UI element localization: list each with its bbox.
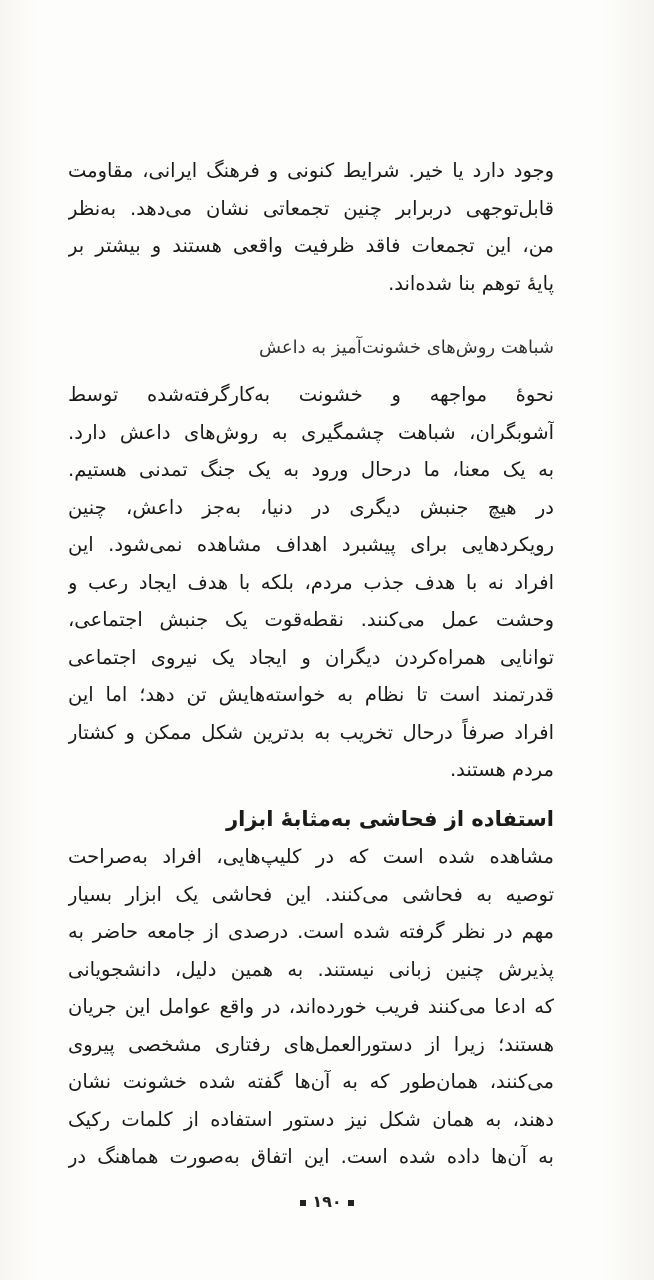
text-line: توانایی همراه‌کردن دیگران و ایجاد یک نیروی اجتماعی xyxy=(68,645,554,669)
page-number-dot-left xyxy=(300,1200,306,1206)
subheading-text: شباهت روش‌های خشونت‌آمیز به داعش xyxy=(258,337,554,358)
text-line: دهند، به همان شکل نیز دستور استفاده از کلمات رکیک xyxy=(68,1107,554,1131)
text-line: قدرتمند است تا نظام به خواسته‌هایش تن دهد؛ اما این xyxy=(68,683,554,706)
section-heading xyxy=(68,800,554,838)
text-line: پذیرش چنین زبانی نیستند. به همین دلیل، دانشجویانی xyxy=(68,957,554,981)
page-number-dot-right xyxy=(348,1200,354,1206)
section-heading-text: استفاده از فحاشی به‌مثابهٔ ابزار xyxy=(226,807,554,831)
text-line: که ادعا می‌کنند فریب خورده‌اند، در واقع عوامل این جریان xyxy=(68,995,554,1018)
text-line: مردم هستند. xyxy=(449,758,554,781)
text-line: من، این تجمعات فاقد ظرفیت واقعی هستند و بیشتر بر xyxy=(68,234,554,257)
text-line: وجود دارد یا خیر. شرایط کنونی و فرهنگ ایرانی، مقاومت xyxy=(68,159,554,182)
text-line: افراد نه با هدف جذب مردم، بلکه با هدف ایجاد رعب و xyxy=(68,570,554,594)
paragraph-1 xyxy=(68,152,554,302)
text-line: وحشت عمل می‌کنند. نقطه‌قوت یک جنبش اجتماعی، xyxy=(68,608,554,631)
text-line: به آن‌ها داده شده است. این اتفاق به‌صورت هماهنگ در xyxy=(68,1145,554,1168)
paragraph-3 xyxy=(68,838,554,1176)
text-line: توصیه به فحاشی می‌کنند. این فحاشی یک ابزار بسیار xyxy=(68,882,554,906)
page-number-text: ۱۹۰ xyxy=(312,1192,342,1211)
page-number xyxy=(0,1192,654,1211)
text-line: آشوبگران، شباهت چشمگیری به روش‌های داعش دارد. xyxy=(68,420,554,444)
text-line: می‌کنند، همان‌طور که به آن‌ها گفته شده خشونت نشان xyxy=(68,1070,554,1093)
paragraph-2 xyxy=(68,376,554,789)
text-line: مهم در نظر گرفته شده است. درصدی از جامعه حاضر به xyxy=(68,920,554,943)
text-line: نحوهٔ مواجهه و خشونت به‌کارگرفته‌شده توسط xyxy=(68,383,554,406)
text-line: به یک معنا، ما درحال ورود به یک جنگ تمدنی هستیم. xyxy=(68,458,554,481)
text-line: هستند؛ زیرا از دستورالعمل‌های رفتاری مشخصی پیروی xyxy=(68,1032,554,1056)
text-line: مشاهده شده است که در کلیپ‌هایی، افراد به‌صراحت xyxy=(68,845,554,868)
subheading xyxy=(68,330,554,366)
text-line: در هیچ جنبش دیگری در دنیا، به‌جز داعش، چنین xyxy=(68,495,554,519)
text-line: قابل‌توجهی دربرابر چنین تجمعاتی نشان می‌دهد. به‌نظر xyxy=(68,196,554,220)
text-line: پایهٔ توهم بنا شده‌اند. xyxy=(388,271,554,295)
text-line: رویکردهایی برای پیشبرد اهداف مشاهده نمی‌شود. این xyxy=(68,533,554,556)
text-line: افراد صرفاً درحال تخریب به بدترین شکل ممکن و کشتار xyxy=(68,720,554,744)
